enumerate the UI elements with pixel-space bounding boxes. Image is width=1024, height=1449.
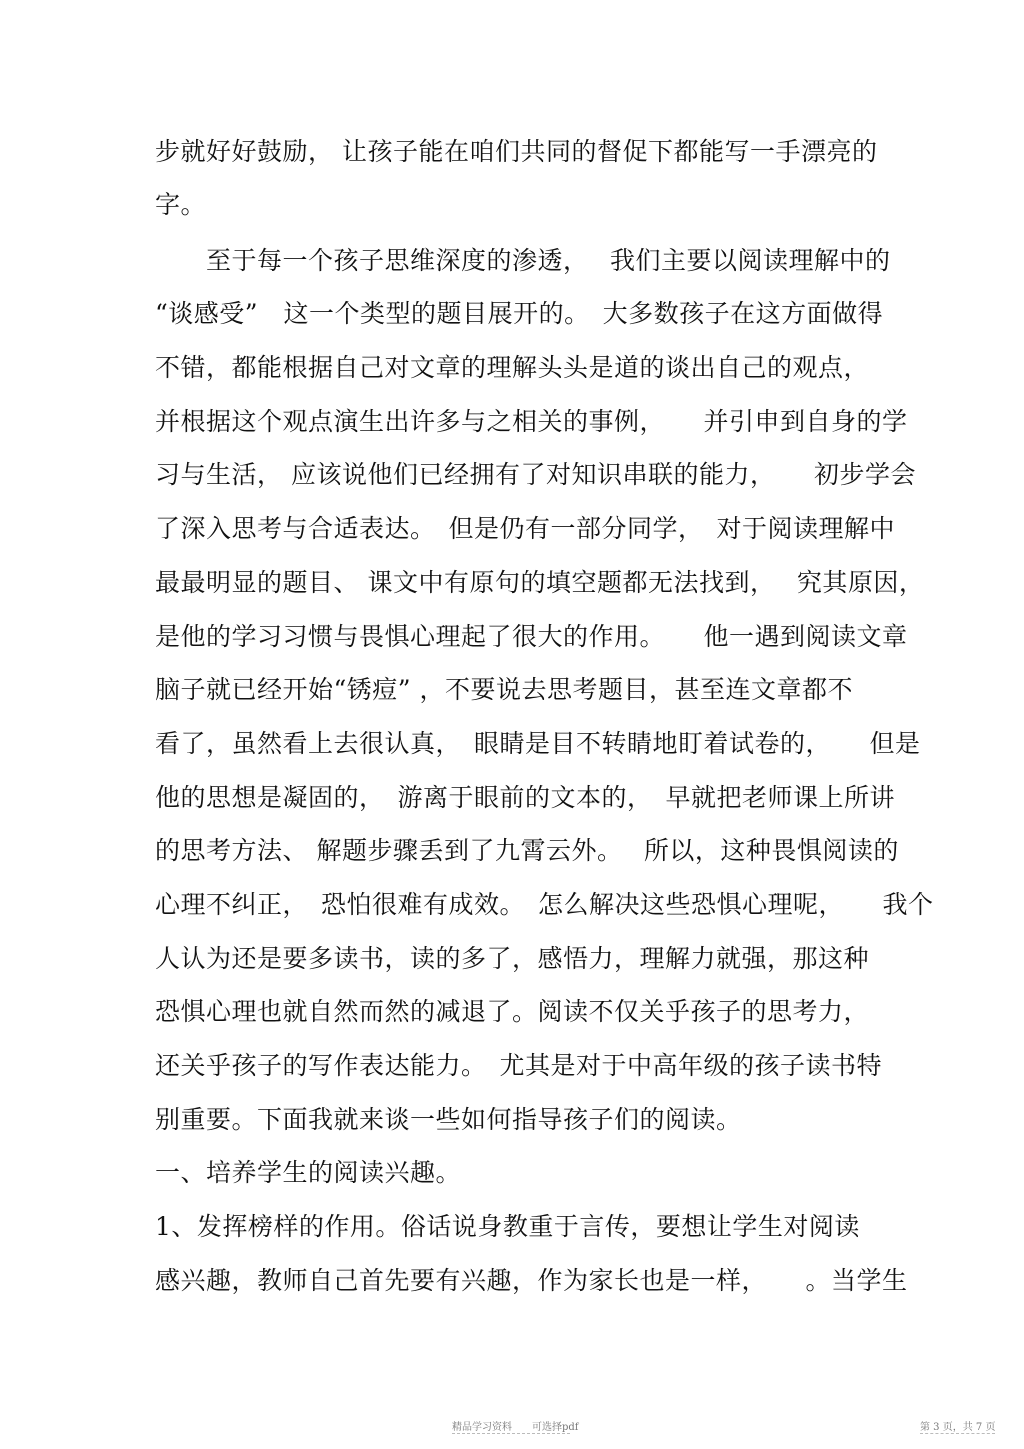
- text-line: 习与生活， 应该说他们已经拥有了对知识串联的能力， 初步学会: [155, 460, 916, 489]
- text-line: 恐惧心理也就自然而然的减退了。阅读不仅关乎孩子的思考力，: [155, 997, 870, 1026]
- text-line: 至于每一个孩子思维深度的渗透， 我们主要以阅读理解中的: [155, 246, 891, 275]
- footer-right-divider: [920, 1433, 995, 1434]
- text-line: 是他的学习习惯与畏惧心理起了很大的作用。 他一遇到阅读文章: [155, 622, 908, 651]
- page-number: 第 3 页，共 7 页: [920, 1422, 996, 1433]
- text-line: 不错，都能根据自己对文章的理解头头是道的谈出自己的观点，: [155, 353, 870, 382]
- text-line: 了深入思考与合适表达。 但是仍有一部分同学， 对于阅读理解中: [155, 514, 896, 543]
- text-line: 脑子就已经开始“锈痘” ，不要说去思考题目，甚至连文章都不: [155, 675, 854, 704]
- text-line: 还关乎孩子的写作表达能力。 尤其是对于中高年级的孩子读书特: [155, 1051, 883, 1080]
- footer-left-divider: [452, 1433, 570, 1434]
- text-line: 步就好好鼓励， 让孩子能在咱们共同的督促下都能写一手漂亮的: [155, 137, 878, 166]
- text-line: 他的思想是凝固的， 游离于眼前的文本的， 早就把老师课上所讲: [155, 783, 896, 812]
- text-line: 别重要。下面我就来谈一些如何指导孩子们的阅读。: [155, 1105, 742, 1134]
- text-line: 字。: [155, 190, 207, 219]
- text-line: “谈感受” 这一个类型的题目展开的。 大多数孩子在这方面做得: [155, 299, 884, 328]
- footer-left-text: 精品学习资料 可选择pdf: [452, 1422, 579, 1433]
- text-line: 心理不纠正， 恐怕很难有成效。 怎么解决这些恐惧心理呢， 我个: [155, 890, 934, 919]
- section-heading: 一、培养学生的阅读兴趣。: [155, 1158, 462, 1187]
- text-line: 1、发挥榜样的作用。俗话说身教重于言传，要想让学生对阅读: [155, 1212, 860, 1241]
- text-line: 看了，虽然看上去很认真， 眼睛是目不转睛地盯着试卷的， 但是: [155, 729, 921, 758]
- text-line: 感兴趣，教师自己首先要有兴趣，作为家长也是一样， 。当学生: [155, 1266, 908, 1295]
- text-line: 的思考方法、 解题步骤丢到了九霄云外。 所以，这种畏惧阅读的: [155, 836, 899, 865]
- text-line: 并根据这个观点演生出许多与之相关的事例， 并引申到自身的学: [155, 407, 908, 436]
- text-line: 人认为还是要多读书，读的多了，感悟力，理解力就强，那这种: [155, 944, 870, 973]
- text-line: 最最明显的题目、 课文中有原句的填空题都无法找到， 究其原因，: [155, 568, 925, 597]
